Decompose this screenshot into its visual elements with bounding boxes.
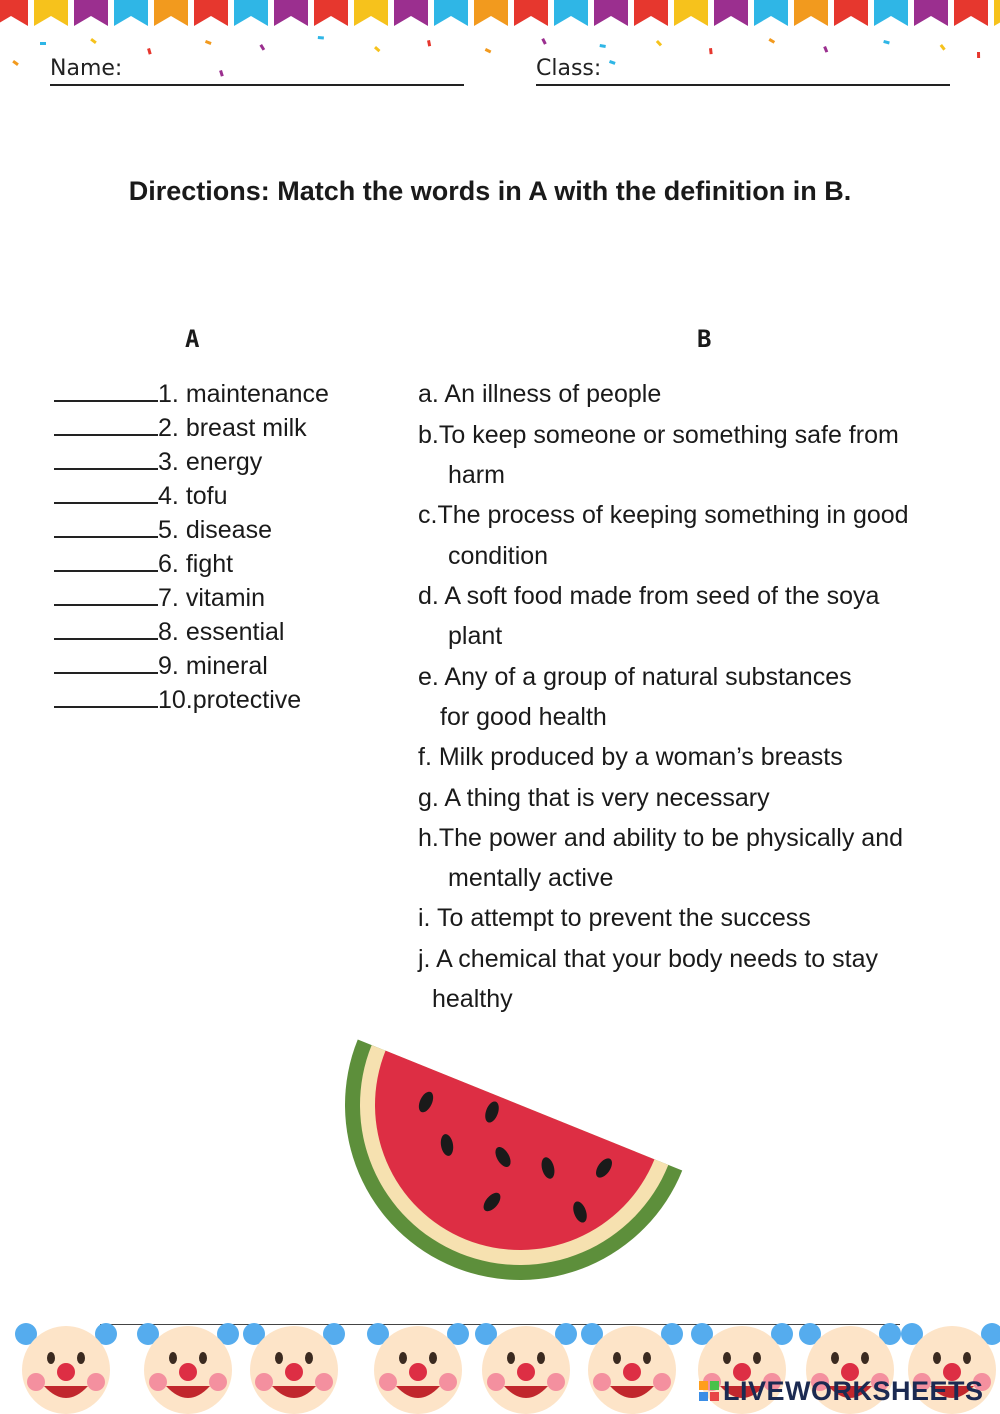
confetti-piece — [374, 46, 380, 52]
definition-c: c.The process of keeping something in good — [418, 501, 909, 529]
confetti-piece — [823, 46, 828, 53]
item-word: essential — [185, 618, 285, 646]
list-item — [54, 684, 301, 715]
list-item — [54, 582, 265, 613]
confetti-piece — [318, 36, 324, 40]
bunting-flag — [674, 0, 708, 26]
answer-blank[interactable] — [54, 650, 158, 674]
definition-j-continued: healthy — [432, 985, 513, 1013]
bunting-flag — [514, 0, 548, 26]
definition-d-continued: plant — [448, 622, 503, 650]
confetti-piece — [940, 44, 946, 51]
party-bunting-banner — [0, 0, 1000, 90]
confetti-piece — [219, 70, 224, 77]
confetti-piece — [205, 40, 212, 45]
confetti-piece — [599, 44, 605, 48]
confetti-piece — [147, 48, 152, 55]
confetti-piece — [656, 40, 662, 46]
list-item — [54, 412, 307, 443]
answer-blank[interactable] — [54, 684, 158, 708]
item-word: maintenance — [185, 380, 329, 408]
bunting-flag — [354, 0, 388, 26]
clown-face-icon — [15, 1323, 117, 1414]
confetti-piece — [883, 40, 890, 44]
clown-face-icon — [367, 1323, 469, 1414]
item-word: protective — [192, 686, 302, 714]
item-number: 9. — [158, 652, 179, 680]
definition-a: a. An illness of people — [418, 380, 662, 408]
definition-j: j. A chemical that your body needs to stay — [418, 945, 878, 973]
bunting-flag — [834, 0, 868, 26]
confetti-piece — [12, 60, 19, 66]
answer-blank[interactable] — [54, 548, 158, 572]
clown-face-icon — [137, 1323, 239, 1414]
confetti-piece — [90, 38, 97, 44]
bunting-flag — [154, 0, 188, 26]
bunting-flag — [114, 0, 148, 26]
bunting-flag — [434, 0, 468, 26]
item-word: disease — [185, 516, 272, 544]
answer-blank[interactable] — [54, 378, 158, 402]
confetti-piece — [709, 48, 713, 54]
item-number: 3. — [158, 448, 179, 476]
clown-face-icon — [475, 1323, 577, 1414]
bunting-flag — [594, 0, 628, 26]
definition-c-continued: condition — [448, 542, 549, 570]
list-item — [54, 514, 272, 545]
definition-h: h.The power and ability to be physically and — [418, 824, 904, 852]
confetti-piece — [768, 38, 775, 44]
confetti-piece — [485, 48, 492, 53]
list-item — [54, 446, 262, 477]
list-item — [54, 480, 228, 511]
bunting-flag — [314, 0, 348, 26]
list-item — [54, 548, 233, 579]
bunting-flag — [954, 0, 988, 26]
item-number: 10. — [158, 686, 193, 714]
bunting-flag — [874, 0, 908, 26]
item-number: 2. — [158, 414, 179, 442]
list-item — [54, 650, 268, 681]
definition-g: g. A thing that is very necessary — [418, 784, 770, 812]
confetti-piece — [427, 40, 431, 46]
bunting-flag — [914, 0, 948, 26]
definition-f: f. Milk produced by a woman’s breasts — [418, 743, 843, 771]
bunting-flag — [234, 0, 268, 26]
directions-heading: Directions: Match the words in A with the definition in B. — [128, 176, 852, 206]
item-number: 4. — [158, 482, 179, 510]
bunting-flag — [634, 0, 668, 26]
item-number: 8. — [158, 618, 179, 646]
answer-blank[interactable] — [54, 514, 158, 538]
bunting-flag — [554, 0, 588, 26]
definition-e: e. Any of a group of natural substances — [418, 663, 852, 691]
name-field[interactable] — [50, 84, 464, 86]
confetti-piece — [259, 44, 265, 51]
answer-blank[interactable] — [54, 412, 158, 436]
clown-face-icon — [243, 1323, 345, 1414]
list-item — [54, 378, 329, 409]
clown-face-icon — [581, 1323, 683, 1414]
confetti-piece — [541, 38, 546, 45]
liveworksheets-logo — [697, 1376, 984, 1407]
column-b-heading: B — [697, 325, 712, 353]
definition-i: i. To attempt to prevent the success — [418, 904, 811, 932]
bunting-flag — [714, 0, 748, 26]
item-number: 1. — [158, 380, 179, 408]
class-field[interactable] — [536, 84, 950, 86]
bunting-flag — [274, 0, 308, 26]
name-label: Name: — [50, 56, 123, 81]
definition-b-continued: harm — [448, 461, 505, 489]
item-word: energy — [185, 448, 263, 476]
item-number: 6. — [158, 550, 179, 578]
answer-blank[interactable] — [54, 446, 158, 470]
liveworksheets-logo-icon — [697, 1379, 721, 1403]
definition-b: b.To keep someone or something safe from — [418, 421, 899, 449]
definition-d: d. A soft food made from seed of the soya — [418, 582, 880, 610]
confetti-piece — [40, 42, 46, 45]
class-label: Class: — [536, 56, 602, 81]
answer-blank[interactable] — [54, 582, 158, 606]
confetti-piece — [609, 60, 616, 65]
brand-name: LIVEWORKSHEETS — [723, 1376, 984, 1406]
definition-h-continued: mentally active — [448, 864, 614, 892]
bunting-flag — [0, 0, 28, 26]
bunting-flag — [474, 0, 508, 26]
bunting-flag — [754, 0, 788, 26]
item-word: tofu — [185, 482, 228, 510]
watermelon-slice-illustration — [320, 1010, 730, 1300]
item-word: breast milk — [185, 414, 307, 442]
bunting-flag — [994, 0, 1000, 26]
bunting-flag — [74, 0, 108, 26]
item-number: 7. — [158, 584, 179, 612]
bunting-flag — [794, 0, 828, 26]
item-word: vitamin — [185, 584, 265, 612]
bunting-flag — [394, 0, 428, 26]
answer-blank[interactable] — [54, 480, 158, 504]
bunting-flag — [34, 0, 68, 26]
item-word: mineral — [185, 652, 268, 680]
list-item — [54, 616, 284, 647]
answer-blank[interactable] — [54, 616, 158, 640]
bunting-flag — [194, 0, 228, 26]
confetti-piece — [977, 52, 980, 58]
definition-e-continued: for good health — [440, 703, 607, 731]
column-a-heading: A — [185, 325, 200, 353]
item-word: fight — [185, 550, 234, 578]
item-number: 5. — [158, 516, 179, 544]
